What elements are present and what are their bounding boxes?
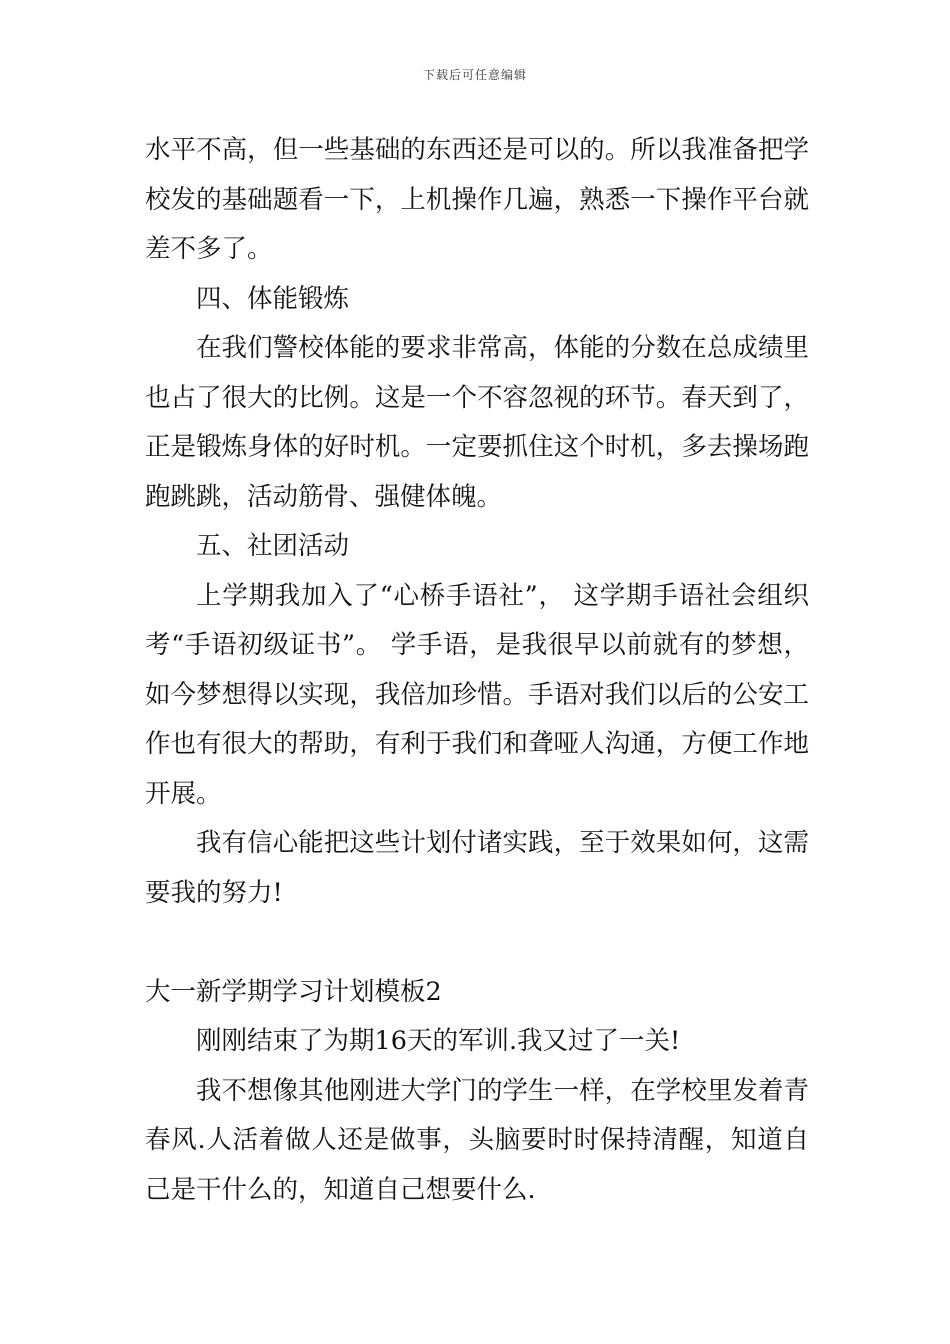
blank-line	[145, 918, 809, 968]
section-heading-fitness: 四、体能锻炼	[196, 283, 350, 314]
page-header: 下载后可任意编辑	[422, 68, 527, 82]
paragraph-continuation: 水平不高，但一些基础的东西还是可以的。所以我准备把学校发的基础题看一下，上机操作几遍，熟悉一下操作平台就差不多了。	[145, 135, 809, 264]
paragraph-clubs: 上学期我加入了“心桥手语社”， 这学期手语社会组织考“手语初级证书”。 学手语，是我很早以前就有的梦想，如今梦想得以实现，我倍加珍惜。手语对我们以后的公安工作也有很大的帮助，有利于我们和聋哑人沟通，方便工作地开展。	[145, 580, 809, 809]
section-heading-clubs: 五、社团活动	[196, 531, 350, 561]
paragraph-fitness: 在我们警校体能的要求非常高，体能的分数在总成绩里也占了很大的比例。这是一个不容忽视的环节。春天到了，正是锻炼身体的好时机。一定要抓住这个时机，多去操场跑跑跳跳，活动筋骨、强健体魄。	[145, 333, 809, 512]
paragraph-confidence: 我有信心能把这些计划付诸实践，至于效果如何，这需要我的努力!	[145, 828, 809, 908]
document-body	[145, 126, 809, 1215]
paragraph-military-training: 刚刚结束了为期16天的军训.我又过了一关!	[196, 1026, 681, 1056]
paragraph-mindset: 我不想像其他刚进大学门的学生一样，在学校里发着青春风.人活着做人还是做事，头脑要时时保持清醒，知道自己是干什么的，知道自己想要什么.	[145, 1075, 809, 1205]
document-title-2: 大一新学期学习计划模板2	[145, 976, 442, 1007]
